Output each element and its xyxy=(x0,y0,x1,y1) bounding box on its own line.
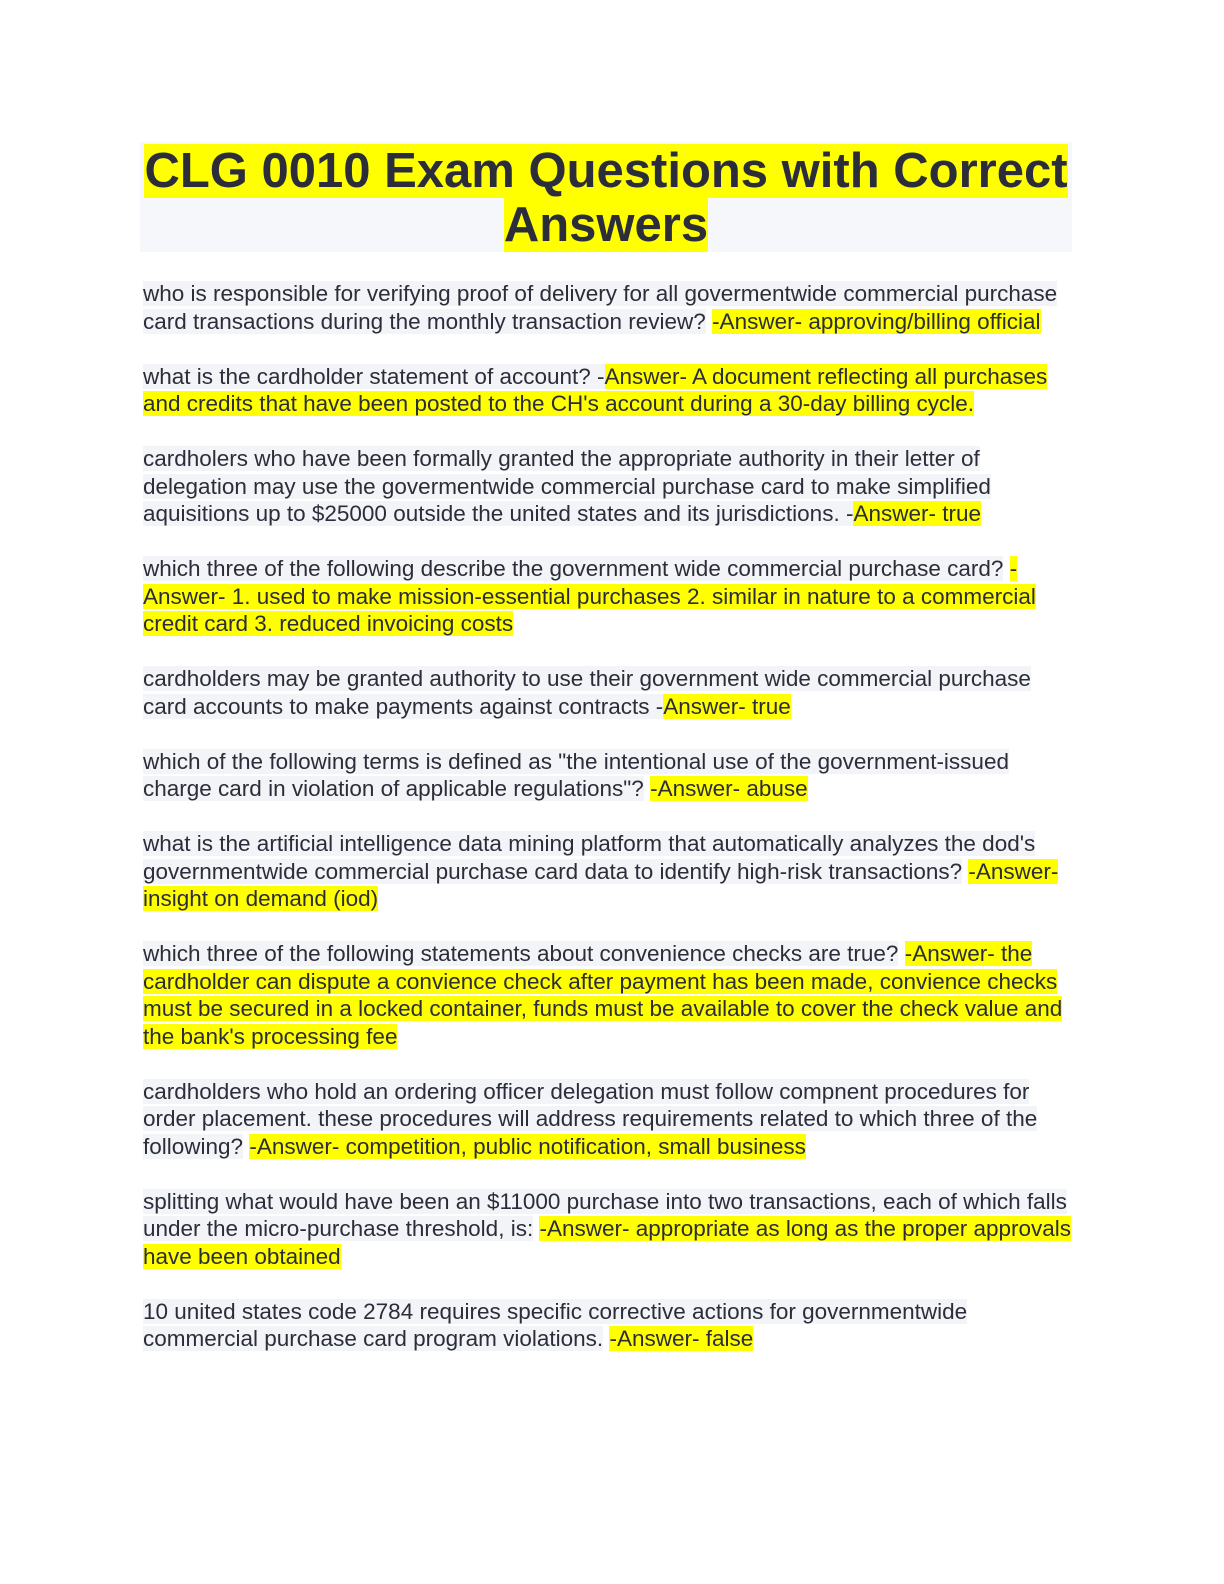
answer-text: -Answer- approving/billing official xyxy=(712,308,1041,334)
question-text: splitting what would have been an $11000 purchase into two transactions, each of which falls under the micro-purchase threshold, is: xyxy=(143,1188,1067,1241)
answer-text: Answer- true xyxy=(663,693,791,719)
question-text: which of the following terms is defined as "the intentional use of the government-issued charge card in violation of applicable regulations"? xyxy=(143,748,1009,801)
question-text: what is the cardholder statement of account? - xyxy=(143,363,605,389)
qa-item xyxy=(143,555,1078,638)
answer-text: -Answer- false xyxy=(609,1326,754,1351)
title-line-2: Answers xyxy=(503,198,709,252)
question-text: what is the artificial intelligence data mining platform that automatically analyzes the dod's governmentwide commercial purchase card data to identify high-risk transactions? xyxy=(143,831,1036,884)
question-text: 10 united states code 2784 requires specific corrective actions for governmentwide commercial purchase card program violations. xyxy=(143,1298,968,1351)
question-text: which three of the following describe the government wide commercial purchase card? xyxy=(143,556,1004,581)
qa-item xyxy=(143,1078,1078,1161)
title-line-1: CLG 0010 Exam Questions with Correct xyxy=(144,144,1068,198)
answer-text: -Answer- abuse xyxy=(650,776,808,801)
answer-text: Answer- true xyxy=(853,501,981,526)
answer-text: -Answer- appropriate as long as the proper approvals have been obtained xyxy=(143,1216,1072,1269)
answer-text: -Answer- 1. used to make mission-essential purchases 2. similar in nature to a commercial credit card 3. reduced invoicing costs xyxy=(143,556,1036,636)
qa-item xyxy=(143,280,1078,335)
document-title xyxy=(140,142,1072,252)
question-text: who is responsible for verifying proof of delivery for all govermentwide commercial purchase card transactions during the monthly transaction review? xyxy=(143,281,1058,334)
answer-text: -Answer- insight on demand (iod) xyxy=(143,858,1059,911)
qa-item xyxy=(143,830,1078,913)
question-text: cardholders may be granted authority to use their government wide commercial purchase card accounts to make payments against contracts - xyxy=(143,666,1031,719)
answer-text: Answer- A document reflecting all purchases and credits that have been posted to the CH's account during a 30-day billing cycle. xyxy=(143,363,1048,416)
title-block xyxy=(140,142,1072,252)
answer-text: -Answer- competition, public notification, small business xyxy=(249,1133,806,1159)
qa-item xyxy=(143,1188,1078,1271)
qa-item xyxy=(143,445,1078,528)
qa-item xyxy=(143,363,1078,418)
qa-item xyxy=(143,1298,1078,1353)
qa-item xyxy=(143,665,1078,720)
qa-item xyxy=(143,748,1078,803)
question-text: cardholers who have been formally granted the appropriate authority in their letter of delegation may use the govermentwide commercial purchase card to make simplified aquisitions up to $25000 outside the united states and its jurisdictions. - xyxy=(143,446,991,526)
qa-list xyxy=(143,280,1078,1380)
answer-text: -Answer- the cardholder can dispute a convience check after payment has been made, convience checks must be secured in a locked container, funds must be available to cover the check value and the bank's processing fee xyxy=(143,941,1063,1049)
qa-item xyxy=(143,940,1078,1050)
question-text: which three of the following statements about convenience checks are true? xyxy=(143,941,899,966)
question-text: cardholders who hold an ordering officer delegation must follow compnent procedures for order placement. these procedures will address requirements related to which three of the following? xyxy=(143,1078,1038,1159)
